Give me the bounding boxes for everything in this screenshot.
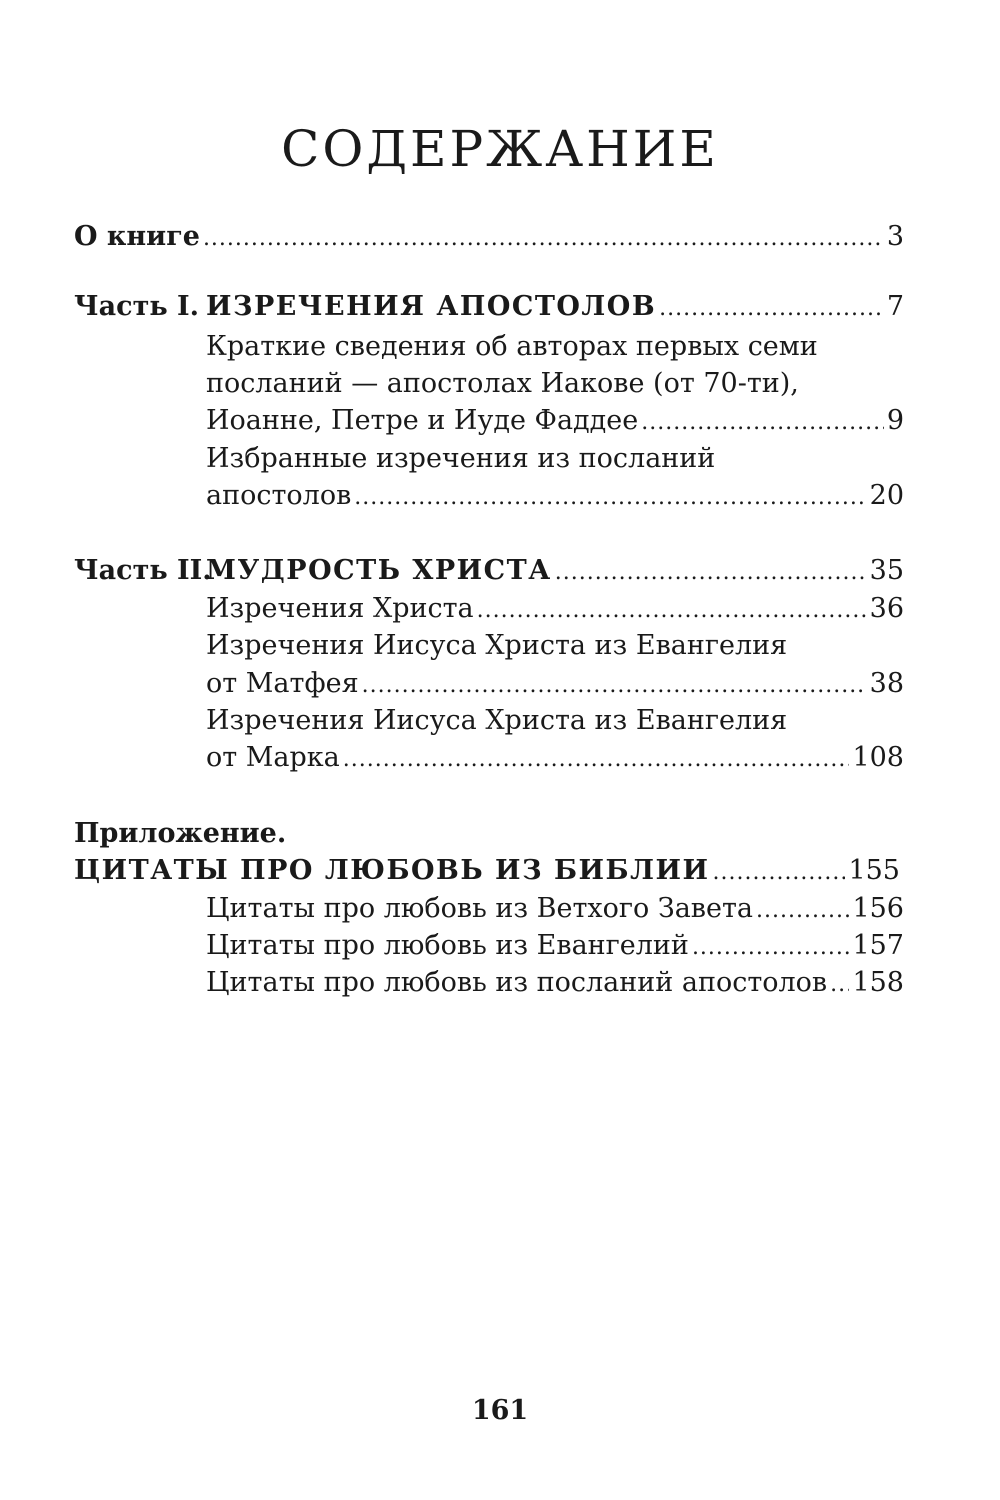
toc-entry-line bbox=[206, 589, 904, 629]
toc-entry-line bbox=[206, 738, 904, 778]
toc-entry-text: Изречения Иисуса Христа из Евангелия bbox=[206, 630, 788, 661]
toc-entry-line bbox=[206, 476, 904, 516]
dot-leader bbox=[692, 928, 850, 968]
page-title: СОДЕРЖАНИЕ bbox=[281, 120, 719, 178]
part-label: Часть I. bbox=[74, 291, 200, 322]
dot-leader bbox=[362, 666, 867, 706]
toc-entry-text: Краткие сведения об авторах первых семи bbox=[206, 331, 818, 362]
toc-entry-line bbox=[206, 889, 904, 929]
toc-page-number: 3 bbox=[886, 221, 904, 252]
toc-entry-text: Иоанне, Петре и Иуде Фаддее bbox=[206, 405, 639, 436]
appendix-title: ЦИТАТЫ ПРО ЛЮБОВЬ ИЗ БИБЛИИ bbox=[74, 855, 710, 886]
toc-entry-text: от Марка bbox=[206, 742, 340, 773]
dot-leader bbox=[641, 403, 884, 443]
toc-entry-title: О книге bbox=[74, 221, 200, 252]
toc-entry-line bbox=[206, 364, 904, 404]
page-number: 161 bbox=[471, 1395, 529, 1426]
toc-entry-line bbox=[206, 926, 904, 966]
part-label: Часть II. bbox=[74, 555, 212, 586]
dot-leader bbox=[659, 289, 884, 329]
toc-entry-text: Избранные изречения из посланий bbox=[206, 443, 716, 474]
toc-entry-text: посланий — апостолах Иакове (от 70-ти), bbox=[206, 368, 799, 399]
toc-entry-line bbox=[206, 327, 904, 367]
toc-entry-line bbox=[206, 439, 904, 479]
dot-leader bbox=[555, 553, 867, 593]
part-title: МУДРОСТЬ ХРИСТА bbox=[206, 555, 552, 586]
appendix-label: Приложение. bbox=[74, 818, 287, 849]
toc-page-number: 108 bbox=[852, 742, 904, 773]
dot-leader bbox=[203, 219, 884, 259]
toc-page-number: 20 bbox=[869, 480, 904, 511]
toc-entry-line bbox=[206, 401, 904, 441]
toc-entry-text: Цитаты про любовь из посланий апостолов bbox=[206, 967, 828, 998]
toc-appendix bbox=[74, 851, 900, 891]
dot-leader bbox=[477, 591, 867, 631]
toc-page-number: 36 bbox=[869, 593, 904, 624]
part-title: ИЗРЕЧЕНИЯ АПОСТОЛОВ bbox=[206, 291, 657, 322]
toc-part-1 bbox=[74, 287, 904, 327]
toc-entry-line bbox=[206, 963, 904, 1003]
toc-page-number: 158 bbox=[852, 967, 904, 998]
toc-page-number: 35 bbox=[869, 555, 904, 586]
dot-leader bbox=[354, 478, 866, 518]
toc-entry-about bbox=[74, 217, 904, 257]
toc-entry-text: Изречения Иисуса Христа из Евангелия bbox=[206, 705, 788, 736]
dot-leader bbox=[756, 891, 849, 931]
dot-leader bbox=[713, 853, 846, 893]
toc-page-number: 157 bbox=[852, 930, 904, 961]
toc-entry-line bbox=[206, 701, 904, 741]
toc-page-number: 7 bbox=[886, 291, 904, 322]
toc-page-number: 155 bbox=[848, 855, 900, 886]
dot-leader bbox=[830, 965, 849, 1005]
toc-page-number: 156 bbox=[852, 893, 904, 924]
toc-entry-text: апостолов bbox=[206, 480, 352, 511]
toc-page-number: 9 bbox=[886, 405, 904, 436]
toc-entry-text: Цитаты про любовь из Ветхого Завета bbox=[206, 893, 754, 924]
toc-appendix-label bbox=[74, 814, 904, 854]
toc-page-number: 38 bbox=[869, 668, 904, 699]
toc-part-2 bbox=[74, 551, 904, 591]
toc-entry-line bbox=[206, 664, 904, 704]
dot-leader bbox=[343, 740, 850, 780]
toc-entry-text: от Матфея bbox=[206, 668, 359, 699]
toc-entry-text: Цитаты про любовь из Евангелий bbox=[206, 930, 689, 961]
toc-entry-line bbox=[206, 626, 904, 666]
toc-entry-text: Изречения Христа bbox=[206, 593, 474, 624]
